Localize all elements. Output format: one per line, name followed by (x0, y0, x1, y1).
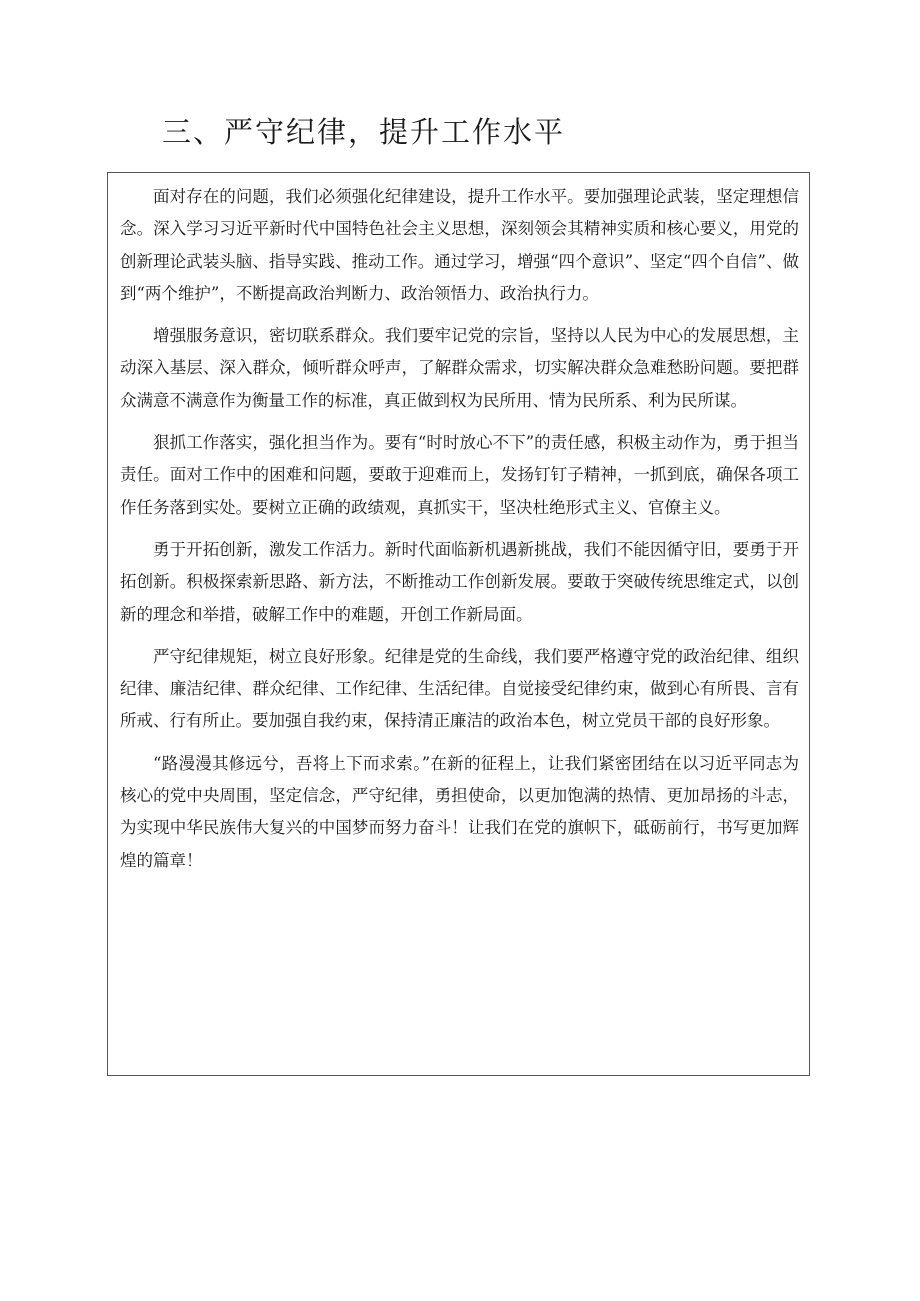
section-heading: 三、严守纪律，提升工作水平 (162, 115, 566, 149)
paragraph-discipline: 严守纪律规矩，树立良好形象。纪律是党的生命线，我们要严格遵守党的政治纪律、组织纪律、廉洁纪律、群众纪律、工作纪律、生活纪律。自觉接受纪律约束，做到心有所畏、言有所戒、行有所止。要加强自我约束，保持清正廉洁的政治本色，树立党员干部的良好形象。 (120, 646, 799, 731)
paragraph-service: 增强服务意识，密切联系群众。我们要牢记党的宗旨，坚持以人民为中心的发展思想，主动深入基层、深入群众，倾听群众呼声，了解群众需求，切实解决群众急难愁盼问题。要把群众满意不满意作为衡量工作的标准，真正做到权为民所用、情为民所系、利为民所谋。 (120, 326, 799, 410)
paragraph-implementation: 狠抓工作落实，强化担当作为。要有“时时放心不下”的责任感，积极主动作为，勇于担当责任。面对工作中的困难和问题，要敢于迎难而上，发扬钉钉子精神，一抓到底，确保各项工作任务落到实处。要树立正确的政绩观，真抓实干，坚决杜绝形式主义、官僚主义。 (120, 433, 799, 517)
paragraph-theory: 面对存在的问题，我们必须强化纪律建设，提升工作水平。要加强理论武装，坚定理想信念。深入学习习近平新时代中国特色社会主义思想，深刻领会其精神实质和核心要义，用党的创新理论武装头脑、指导实践、推动工作。通过学习，增强“四个意识”、坚定“四个自信”、做到“两个维护”，不断提高政治判断力、政治领悟力、政治执行力。 (120, 187, 799, 303)
paragraph-innovation: 勇于开拓创新，激发工作活力。新时代面临新机遇新挑战，我们不能因循守旧，要勇于开拓创新。积极探索新思路、新方法，不断推动工作创新发展。要敢于突破传统思维定式，以创新的理念和举措，破解工作中的难题，开创工作新局面。 (120, 539, 799, 624)
content-box (107, 172, 810, 1076)
paragraph-conclusion: “路漫漫其修远兮，吾将上下而求索。”在新的征程上，让我们紧密团结在以习近平同志为核心的党中央周围，坚定信念，严守纪律，勇担使命，以更加饱满的热情、更加昂扬的斗志，为实现中华民族伟大复兴的中国梦而努力奋斗！让我们在党的旗帜下，砥砺前行，书写更加辉煌的篇章！ (120, 753, 799, 870)
